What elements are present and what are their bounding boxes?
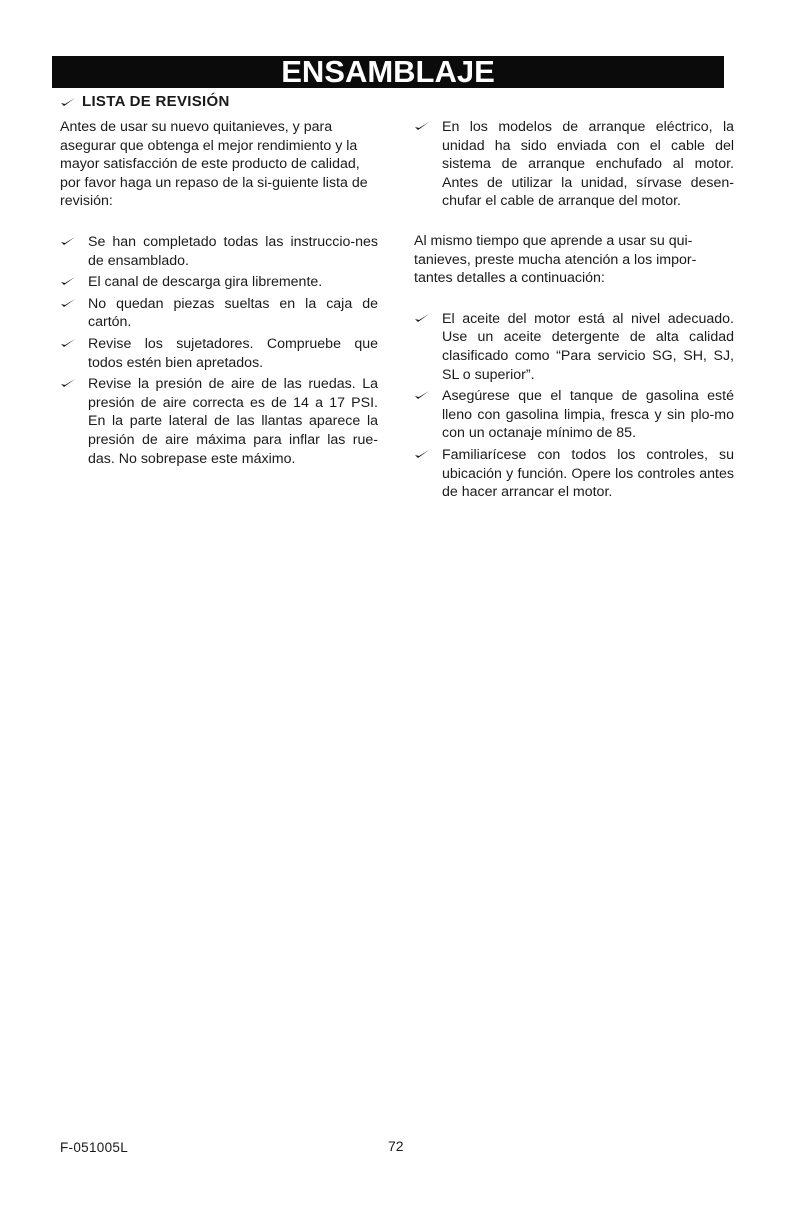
checklist-item-text: En los modelos de arranque eléctrico, la unidad ha sido enviada con el cable del sistema de arranque enchufado al motor. Antes de utilizar la unidad, sírvase desen-chufar el cable de arranque del motor. (442, 119, 734, 210)
left-intro-paragraph: Antes de usar su nuevo quitanieves, y para asegurar que obtenga el mejor rendimiento y la mayor satisfacción de este producto de calidad, por favor haga un repaso de la si-guiente lista de revisión: (60, 119, 368, 210)
checklist-item-text: No quedan piezas sueltas en la caja de cartón. (88, 295, 378, 331)
checklist-item (60, 335, 378, 372)
checkmark-icon (60, 96, 82, 108)
checklist-item-text: Asegúrese que el tanque de gasolina esté lleno con gasolina limpia, fresca y sin plo-mo con un octanaje mínimo de 85. (442, 388, 734, 442)
checkmark-icon (60, 377, 88, 389)
section-heading-text: LISTA DE REVISIÓN (82, 93, 230, 110)
checklist-item-text: El aceite del motor está al nivel adecuado. Use un aceite detergente de alta calidad clasificado como “Para servicio SG, SH, SJ, SL o superior”. (442, 310, 734, 383)
checklist-item-text: Familiarícese con todos los controles, su ubicación y función. Opere los controles antes de hacer arrancar el motor. (442, 446, 734, 501)
checklist-item-text: El canal de descarga gira libremente. (88, 274, 323, 291)
checkmark-icon (414, 312, 442, 324)
checklist-item (60, 233, 378, 270)
right-intro-paragraph: Al mismo tiempo que aprende a usar su qui-tanieves, preste mucha atención a los impor-tantes detalles a continuación: (414, 232, 697, 287)
checklist-item-text: Revise la presión de aire de las ruedas. La presión de aire correcta es de 14 a 17 PSI. En la parte lateral de las llantas aparece la presión de aire máxima para inflar las rue-das. No sobrepase este máximo. (88, 376, 378, 467)
checkmark-icon (60, 275, 88, 287)
checklist-item (414, 387, 734, 443)
checklist-item (414, 310, 734, 384)
checklist-item (60, 375, 378, 468)
checkmark-icon (60, 337, 88, 349)
page-number: 72 (388, 1138, 404, 1154)
left-column (60, 118, 378, 471)
page-title: ENSAMBLAJE (281, 54, 495, 89)
checklist-item-text: Revise los sujetadores. Compruebe que todos estén bien apretados. (88, 335, 378, 371)
checklist-item (414, 118, 734, 211)
checklist-item (60, 295, 378, 332)
section-heading (60, 93, 230, 110)
checkmark-icon (414, 389, 442, 401)
checklist-item (414, 446, 734, 502)
checklist-item (60, 273, 378, 292)
checkmark-icon (414, 120, 442, 132)
checkmark-icon (60, 235, 88, 247)
right-column (414, 118, 734, 505)
checklist-item-text: Se han completado todas las instruccio-nes de ensamblado. (88, 233, 378, 269)
checkmark-icon (414, 448, 442, 460)
document-code: F-051005L (60, 1140, 128, 1155)
title-bar (52, 56, 724, 88)
checkmark-icon (60, 297, 88, 309)
